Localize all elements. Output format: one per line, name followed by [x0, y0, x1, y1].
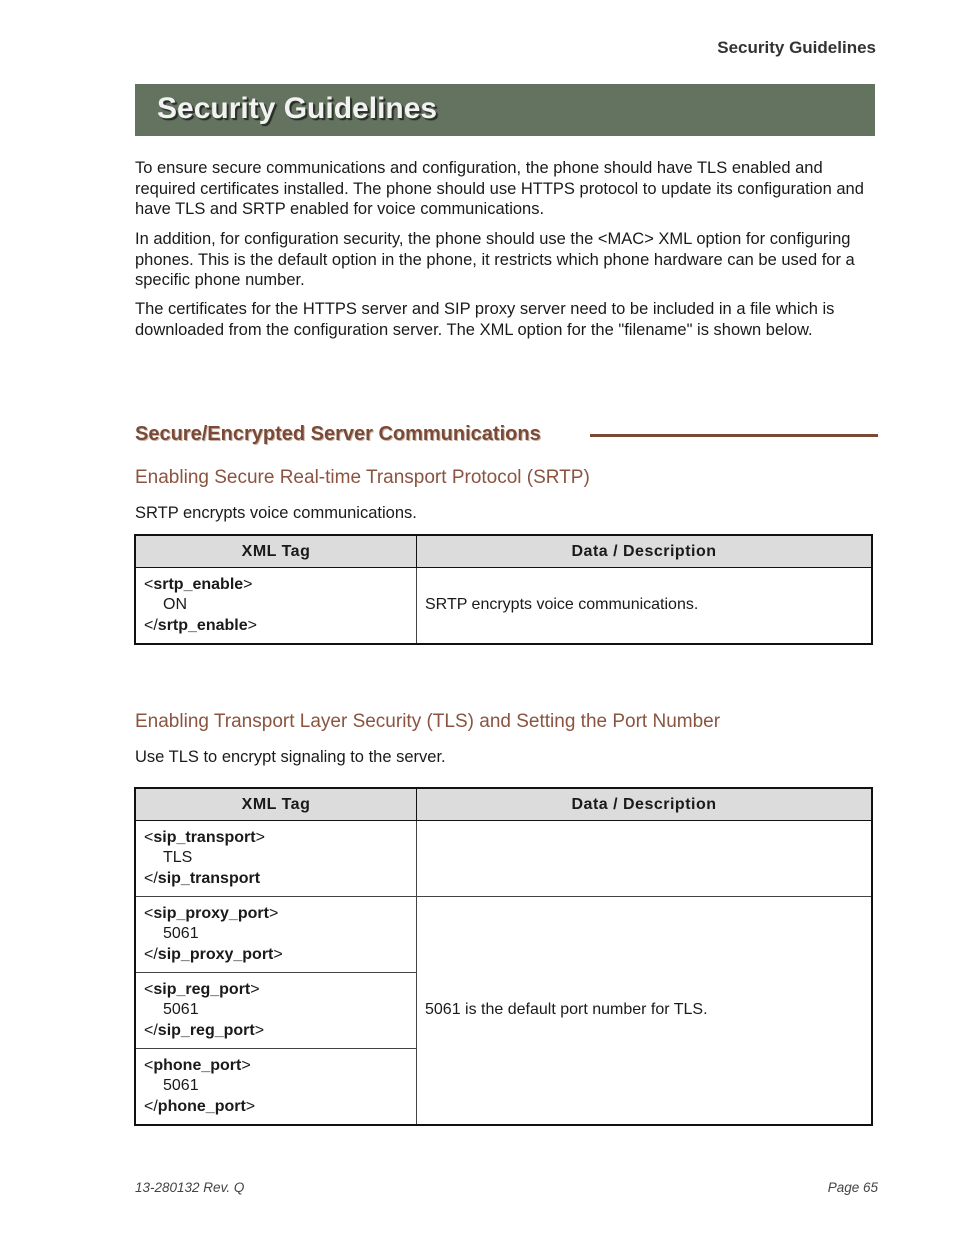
column-header-description: Data / Description — [417, 535, 873, 568]
tls-table — [134, 787, 873, 1126]
open-tag: sip_reg_port — [153, 980, 251, 998]
table-header-row — [135, 535, 872, 568]
section-heading-text: Secure/Encrypted Server Communications — [135, 423, 553, 446]
paragraph-3: The certificates for the HTTPS server and SIP proxy server need to be included in a file which is downloaded from the configuration server. The XML option for the "filename" is shown below. — [135, 300, 835, 339]
xml-tag-cell: <phone_port> 5061 </phone_port> — [135, 1049, 417, 1126]
xml-tag-cell: <sip_transport> TLS </sip_transport — [135, 821, 417, 897]
description-cell-empty — [417, 821, 873, 897]
column-header-xml-tag: XML Tag — [135, 535, 417, 568]
close-tag: sip_transport — [157, 869, 261, 887]
close-tag: phone_port — [157, 1097, 246, 1115]
column-header-description: Data / Description — [417, 788, 873, 821]
open-tag: phone_port — [153, 1056, 242, 1074]
table-row — [135, 821, 872, 897]
srtp-heading: Enabling Secure Real-time Transport Protocol (SRTP) — [135, 467, 590, 488]
tag-value: 5061 — [163, 1077, 199, 1095]
title-bar — [135, 84, 875, 136]
description-cell: 5061 is the default port number for TLS. — [417, 897, 873, 1126]
tls-heading: Enabling Transport Layer Security (TLS) and Setting the Port Number — [135, 711, 721, 732]
section-heading-rule — [590, 434, 878, 437]
close-tag: sip_reg_port — [157, 1021, 255, 1039]
open-tag: sip_transport — [153, 828, 256, 846]
table-row — [135, 568, 872, 645]
section-heading — [135, 423, 878, 449]
page-title: Security Guidelines — [157, 92, 438, 125]
close-tag: srtp_enable — [157, 616, 248, 634]
running-header: Security Guidelines — [717, 38, 876, 57]
table-header-row — [135, 788, 872, 821]
open-tag: srtp_enable — [153, 575, 244, 593]
tag-value: 5061 — [163, 1001, 199, 1019]
tag-value: ON — [163, 596, 187, 614]
paragraph-2: In addition, for configuration security, the phone should use the <MAC> XML option for configuring phones. This is the default option in the phone, it restricts which phone hardware can be used for a specific phone number. — [135, 230, 855, 289]
footer-page-number: Page 65 — [827, 1180, 878, 1195]
tag-value: 5061 — [163, 925, 199, 943]
open-tag: sip_proxy_port — [153, 904, 269, 922]
table-row — [135, 897, 872, 973]
paragraph-1: To ensure secure communications and configuration, the phone should have TLS enabled and required certificates installed. The phone should use HTTPS protocol to update its configuration and have TLS and SRTP enabled for voice communications. — [135, 159, 864, 218]
close-tag: sip_proxy_port — [157, 945, 274, 963]
tag-value: TLS — [163, 849, 193, 867]
xml-tag-cell: <sip_reg_port> 5061 </sip_reg_port> — [135, 973, 417, 1049]
footer-doc-id: 13-280132 Rev. Q — [135, 1180, 245, 1195]
column-header-xml-tag: XML Tag — [135, 788, 417, 821]
xml-tag-cell: <srtp_enable> ON </srtp_enable> — [135, 568, 417, 645]
tls-intro: Use TLS to encrypt signaling to the server. — [135, 748, 446, 766]
srtp-intro: SRTP encrypts voice communications. — [135, 504, 417, 522]
srtp-table — [134, 534, 873, 645]
description-cell: SRTP encrypts voice communications. — [417, 568, 873, 645]
xml-tag-cell: <sip_proxy_port> 5061 </sip_proxy_port> — [135, 897, 417, 973]
